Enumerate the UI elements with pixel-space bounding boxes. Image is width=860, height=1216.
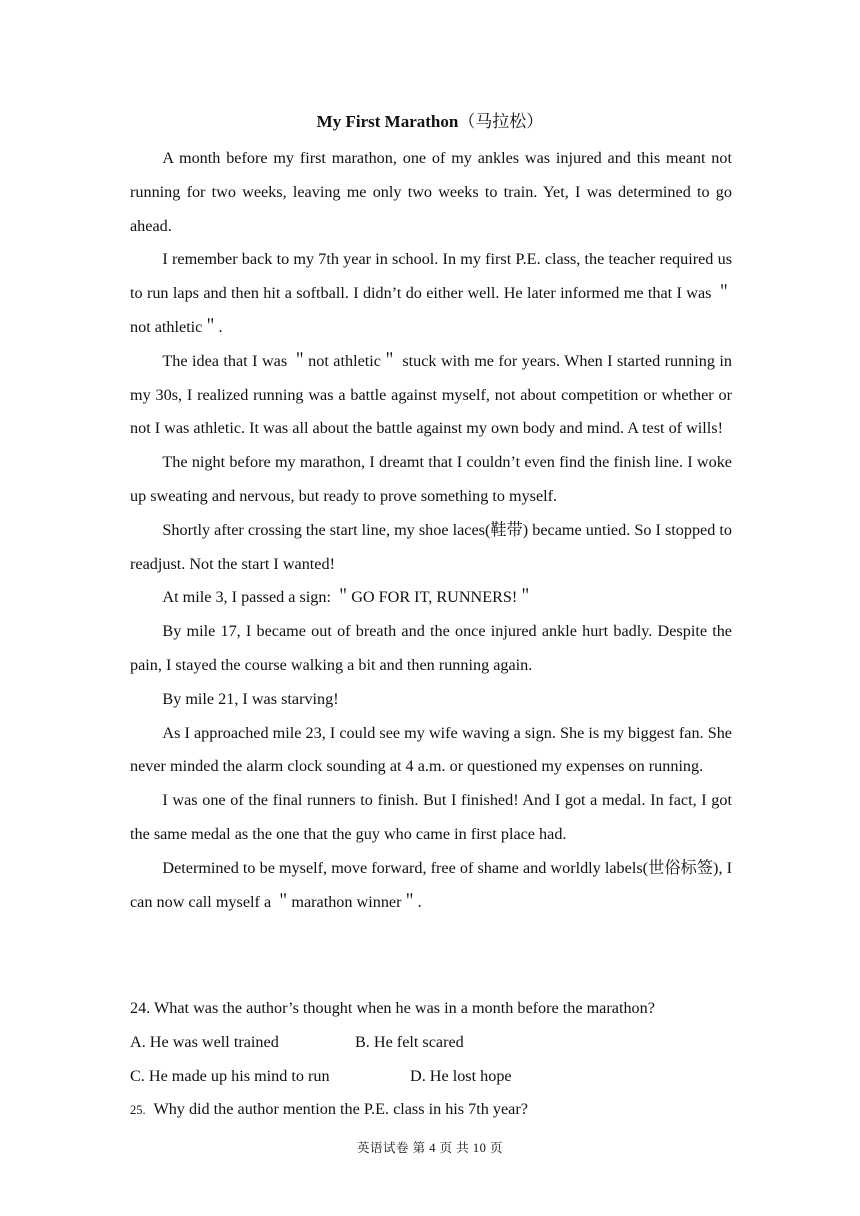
question-24-options-row-2 (130, 1060, 732, 1094)
option-c[interactable]: C. He made up his mind to run (130, 1066, 330, 1085)
paragraph-10: I was one of the final runners to finish. But I finished! And I got a medal. In fact, I got the same medal as the one that the guy who came in first place had. (130, 791, 732, 843)
paragraph-4: The night before my marathon, I dreamt that I couldn’t even find the finish line. I woke up sweating and nervous, but ready to prove something to myself. (130, 453, 732, 505)
paragraph-2: I remember back to my 7th year in school. In my first P.E. class, the teacher required us to run laps and then hit a softball. I didn’t do either well. He later informed me that I was ＂not athletic＂. (130, 250, 732, 336)
option-a[interactable]: A. He was well trained (130, 1032, 279, 1051)
paragraph-1: A month before my first marathon, one of my ankles was injured and this meant not running for two weeks, leaving me only two weeks to train. Yet, I was determined to go ahead. (130, 149, 732, 235)
question-24-stem: 24. What was the author’s thought when he was in a month before the marathon? (130, 999, 655, 1017)
page-footer: 英语试卷 第 4 页 共 10 页 (356, 1141, 503, 1155)
paragraph-5: Shortly after crossing the start line, my shoe laces(鞋带) became untied. So I stopped to readjust. Not the start I wanted! (130, 520, 732, 573)
question-25-number: 25. (130, 1103, 146, 1118)
question-25 (130, 1093, 732, 1128)
question-24-options-row-1 (130, 1026, 732, 1060)
question-24 (130, 992, 732, 1128)
paragraph-9: As I approached mile 23, I could see my wife waving a sign. She is my biggest fan. She never minded the alarm clock sounding at 4 a.m. or questioned my expenses on running. (130, 723, 732, 776)
article-title (0, 110, 860, 134)
question-25-stem: Why did the author mention the P.E. class in his 7th year? (153, 1100, 528, 1119)
paragraph-8: By mile 21, I was starving! (162, 689, 339, 708)
paragraph-7: By mile 17, I became out of breath and the once injured ankle hurt badly. Despite the pain, I stayed the course walking a bit and then running again. (130, 622, 732, 674)
paragraph-11: Determined to be myself, move forward, free of shame and worldly labels(世俗标签), I can now call myself a ＂marathon winner＂. (130, 858, 732, 911)
paragraph-6: At mile 3, I passed a sign: ＂GO FOR IT, RUNNERS!＂ (162, 588, 534, 607)
option-b[interactable]: B. He felt scared (355, 1032, 464, 1051)
article-body (130, 142, 732, 919)
option-d[interactable]: D. He lost hope (410, 1066, 512, 1085)
article-title-chinese: （马拉松） (458, 112, 544, 131)
article-title-english: My First Marathon (316, 112, 459, 131)
paragraph-3: The idea that I was ＂not athletic＂ stuck with me for years. When I started running in my 30s, I realized running was a battle against myself, not about competition or whether or not I was athletic. It was all about the battle against my own body and mind. A test of wills! (130, 351, 732, 438)
